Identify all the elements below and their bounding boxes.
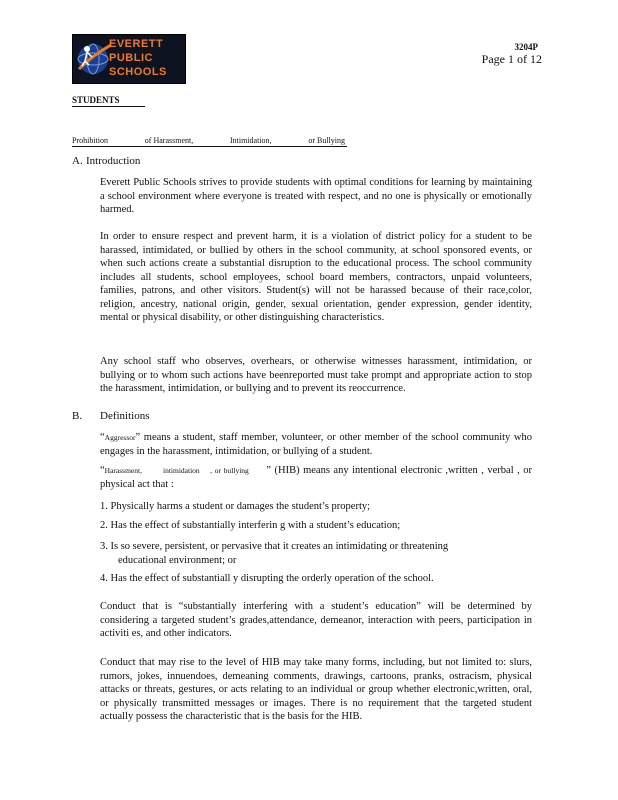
list-item-continuation: educational environment; or [118, 554, 237, 566]
hib-def-text: ” (HIB) means any intentional electronic ,written , verbal , or physical act that : [100, 465, 533, 490]
list-item: 2. Has the effect of substantially interferin g with a student’s education; [100, 520, 401, 531]
hib-term-part: Harassment, [104, 466, 142, 475]
logo-text-line-2: PUBLIC [109, 52, 153, 64]
intro-paragraph-1: Everett Public Schools strives to provide students with optimal conditions for learning by maintaining a school environment where everyone is treated with respect, and no one is physically or emotionally harmed. [100, 177, 532, 215]
aggressor-def-text: ” means a student, staff member, volunteer, or other member of the school community who engages in the harassment, intimidation, or bullying of a student. [100, 432, 532, 457]
title-word: Prohibition [72, 136, 109, 145]
section-b-heading: Definitions [100, 410, 150, 422]
list-item [100, 540, 532, 567]
logo-text-line-1: EVERETT [109, 38, 164, 50]
list-item: 4. Has the effect of substantiall y disrupting the orderly operation of the school. [100, 573, 434, 584]
section-a-heading: Introduction [86, 155, 141, 167]
aggressor-term: Aggressor [104, 433, 136, 442]
section-label: STUDENTS [72, 95, 145, 107]
intro-paragraph-2: In order to ensure respect and prevent harm, it is a violation of district policy for a student to be harassed, intimidated, or bullied by others in the school community, at school sponsored events, or when such actions create a substantial disruption to the educational process. The school community includes all students, school employees, school board members, contractors, unpaid volunteers, families, patrons, and other visitors. Student(s) will not be harassed because of their race,color, religion, ancestry, national origin, gender, sexual orientation, gender expression, gender identity, mental or physical disability, or other distinguishing characteristics. [100, 231, 532, 323]
title-word: Intimidation, [229, 136, 272, 145]
list-item-text: 3. Is so severe, persistent, or pervasive that it creates an intimidating or threatening [100, 541, 449, 552]
list-item: 1. Physically harms a student or damages the student’s property; [100, 501, 371, 512]
title-word: or Bullying [308, 136, 345, 145]
hib-definition: “Harassment, intimidation , or bullying ” (HIB) means any intentional electronic ,written , verbal , or physical act that : [100, 465, 533, 490]
district-logo [72, 34, 186, 84]
document-title [72, 136, 347, 147]
definition-paragraph-1: Conduct that is “substantially interfering with a student’s education” will be determined by considering a targeted student’s grades,attendance, demeanor, interaction with peers, participation in activiti es, and other indicators. [100, 601, 532, 639]
logo-text-line-3: SCHOOLS [109, 66, 167, 78]
policy-code: 3204P [514, 42, 538, 52]
definition-paragraph-2: Conduct that may rise to the level of HIB may take many forms, including, but not limited to: slurs, rumors, jokes, innuendoes, demeaning comments, drawings, cartoons, pranks, ostracism, physical attacks or threats, gestures, or acts relating to an individual or group whether electronic,written, oral, or physically transmitted messages or images. There is no requirement that the targeted student actually possess the characteristic that is the basis for the HIB. [100, 657, 532, 722]
section-a-letter: A. [72, 155, 83, 167]
hib-term-part: , or bullying [210, 466, 249, 475]
title-word: of Harassment, [144, 136, 194, 145]
page-number: Page 1 of 12 [481, 52, 542, 66]
intro-paragraph-3: Any school staff who observes, overhears, or otherwise witnesses harassment, intimidation, or bullying or to whom such actions have beenreported must take prompt and appropriate action to stop the harassment, intimidation, or bullying and to prevent its reoccurrence. [100, 356, 532, 394]
hib-term-part: intimidation [162, 466, 200, 475]
aggressor-definition: “Aggressor” means a student, staff member, volunteer, or other member of the school community who engages in the harassment, intimidation, or bullying of a student. [100, 432, 532, 457]
section-b-letter: B. [72, 410, 83, 422]
